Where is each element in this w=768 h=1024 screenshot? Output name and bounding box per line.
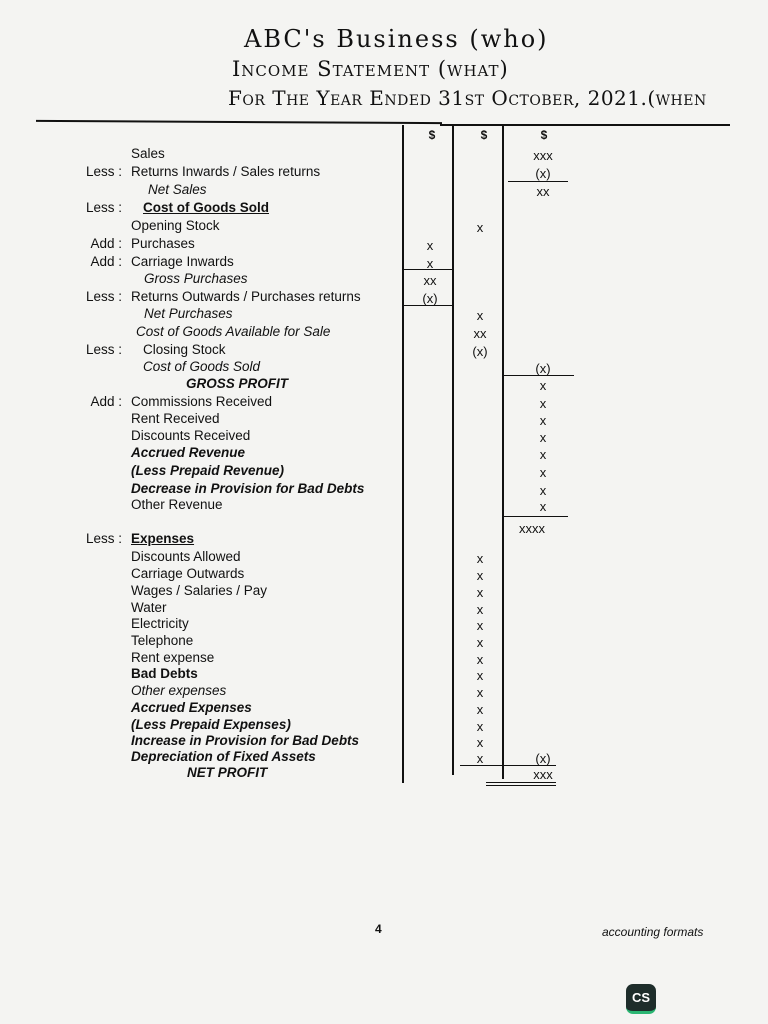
row-prefix: Less : xyxy=(85,289,122,304)
amount-mark-col3: xxxx xyxy=(519,521,545,536)
double-rule xyxy=(486,785,556,786)
amount-mark-col2: x xyxy=(476,751,484,766)
row-label: Returns Inwards / Sales returns xyxy=(131,164,321,179)
row-label: Water xyxy=(131,600,167,615)
row-prefix: Less : xyxy=(85,342,122,357)
amount-mark-col2: x xyxy=(476,719,484,734)
row-label: Depreciation of Fixed Assets xyxy=(131,749,316,764)
amount-mark-col2: x xyxy=(476,702,484,717)
row-label: Discounts Allowed xyxy=(131,549,241,564)
row-label: Increase in Provision for Bad Debts xyxy=(131,733,360,748)
row-label: Wages / Salaries / Pay xyxy=(131,583,268,598)
column-line xyxy=(452,125,454,775)
row-prefix: Less : xyxy=(85,200,122,215)
row-label: Cost of Goods Sold xyxy=(143,359,261,374)
column-2-header: $ xyxy=(480,128,488,142)
row-label: Closing Stock xyxy=(143,342,226,357)
row-label: Rent expense xyxy=(131,650,215,665)
row-label: (Less Prepaid Expenses) xyxy=(131,717,291,732)
row-label: Telephone xyxy=(131,633,194,648)
row-label: Purchases xyxy=(131,236,195,251)
amount-mark-col2: (x) xyxy=(472,344,488,359)
row-prefix: Add : xyxy=(90,394,122,409)
row-label: Carriage Inwards xyxy=(131,254,234,269)
amount-mark-col3: x xyxy=(539,483,547,498)
row-label: Net Sales xyxy=(148,182,207,197)
row-prefix: Less : xyxy=(85,164,122,179)
row-label: Accrued Revenue xyxy=(131,445,246,460)
column-line xyxy=(502,125,504,779)
row-label: Discounts Received xyxy=(131,428,251,443)
amount-mark-col3: (x) xyxy=(535,166,551,181)
camscanner-logo: CS xyxy=(626,984,656,1014)
row-label: (Less Prepaid Revenue) xyxy=(131,463,285,478)
row-label: Opening Stock xyxy=(131,218,220,233)
business-name-heading: ABC's Business (who) xyxy=(244,25,549,53)
row-label: Commissions Received xyxy=(131,394,273,409)
amount-mark-col1: x xyxy=(426,256,434,271)
amount-mark-col2: x xyxy=(476,585,484,600)
row-label: Decrease in Provision for Bad Debts xyxy=(131,481,365,496)
amount-mark-col3: x xyxy=(539,378,547,393)
amount-mark-col3: (x) xyxy=(535,751,551,766)
row-prefix: Add : xyxy=(90,254,122,269)
row-label: Other expenses xyxy=(131,683,227,698)
amount-mark-col3: (x) xyxy=(535,361,551,376)
amount-mark-col3: x xyxy=(539,413,547,428)
row-label: Carriage Outwards xyxy=(131,566,245,581)
row-label: Other Revenue xyxy=(131,497,223,512)
amount-mark-col2: xx xyxy=(473,326,487,341)
amount-mark-col1: (x) xyxy=(422,291,438,306)
amount-mark-col3: x xyxy=(539,396,547,411)
amount-mark-col2: x xyxy=(476,308,484,323)
amount-mark-col2: x xyxy=(476,551,484,566)
row-label: Cost of Goods Available for Sale xyxy=(136,324,331,339)
row-label: Net Purchases xyxy=(144,306,233,321)
row-prefix: Less : xyxy=(85,531,122,546)
row-label: Accrued Expenses xyxy=(131,700,252,715)
row-label: NET PROFIT xyxy=(187,765,268,780)
row-label: Expenses xyxy=(131,531,195,546)
amount-mark-col2: x xyxy=(476,735,484,750)
row-label: Sales xyxy=(131,146,165,161)
row-label: Gross Purchases xyxy=(144,271,248,286)
row-label: Cost of Goods Sold xyxy=(143,200,269,215)
amount-mark-col2: x xyxy=(476,602,484,617)
page-number: 4 xyxy=(375,922,382,936)
amount-mark-col2: x xyxy=(476,220,484,235)
amount-mark-col2: x xyxy=(476,635,484,650)
amount-mark-col2: x xyxy=(476,618,484,633)
period-heading: For The Year Ended 31st October, 2021.(when xyxy=(228,86,707,110)
column-1-header: $ xyxy=(428,128,436,142)
footer-caption: accounting formats xyxy=(602,925,704,939)
row-prefix: Add : xyxy=(90,236,122,251)
row-label: Electricity xyxy=(131,616,189,631)
double-rule xyxy=(486,782,556,783)
row-label: Rent Received xyxy=(131,411,220,426)
amount-mark-col2: x xyxy=(476,668,484,683)
amount-mark-col1: xx xyxy=(423,273,437,288)
amount-mark-col3: x xyxy=(539,465,547,480)
subtotal-rule xyxy=(508,181,568,182)
amount-mark-col3: x xyxy=(539,430,547,445)
amount-mark-col2: x xyxy=(476,685,484,700)
row-label: Returns Outwards / Purchases returns xyxy=(131,289,361,304)
row-label: Bad Debts xyxy=(131,666,198,681)
amount-mark-col1: x xyxy=(426,238,434,253)
header-rule-right xyxy=(440,124,730,126)
statement-type-heading: Income Statement (what) xyxy=(232,57,509,81)
amount-mark-col3: xxx xyxy=(533,148,553,163)
amount-mark-col3: x xyxy=(539,447,547,462)
amount-mark-col3: xx xyxy=(536,184,550,199)
amount-mark-col3: x xyxy=(539,499,547,514)
subtotal-rule xyxy=(502,516,568,517)
amount-mark-col2: x xyxy=(476,652,484,667)
amount-mark-col3: xxx xyxy=(533,767,553,782)
amount-mark-col2: x xyxy=(476,568,484,583)
column-3-header: $ xyxy=(540,128,548,142)
row-label: GROSS PROFIT xyxy=(186,376,289,391)
header-rule xyxy=(36,120,442,124)
column-line xyxy=(402,125,404,783)
